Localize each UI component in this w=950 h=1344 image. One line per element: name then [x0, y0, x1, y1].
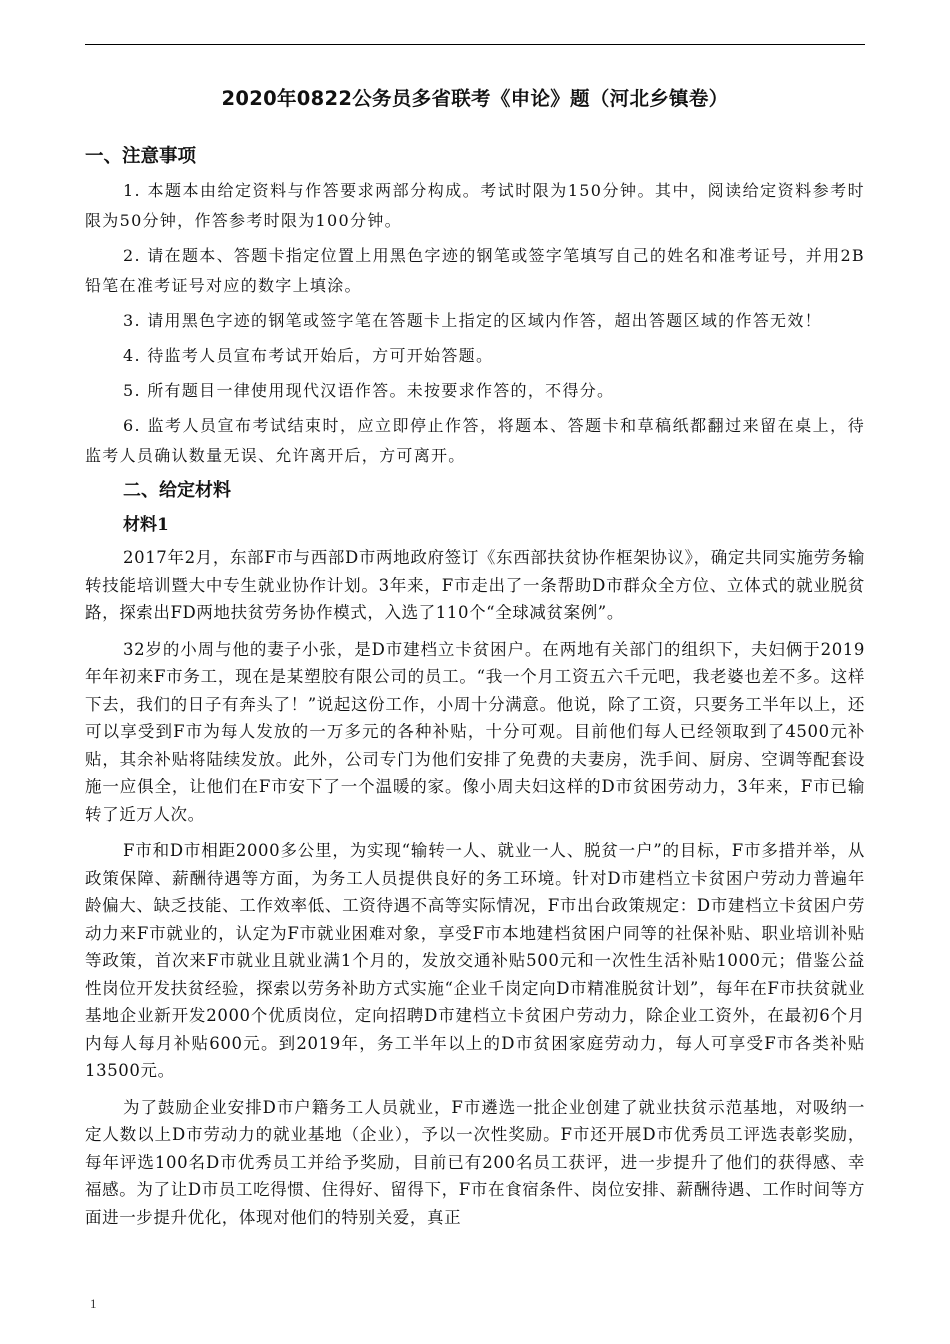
notice-item: 3. 请用黑色字迹的钢笔或签字笔在答题卡上指定的区域内作答，超出答题区域的作答无效！: [123, 311, 822, 330]
material-paragraph: 32岁的小周与他的妻子小张，是D市建档立卡贫困户。在两地有关部门的组织下，夫妇俩于2019年年初来F市务工，现在是某塑胶有限公司的员工。“我一个月工资五六千元吧，我老婆也差不多。这样下去，我们的日子有奔头了！”说起这份工作，小周十分满意。他说，除了工资，只要务工半年以上，还可以享受到F市为每人发放的一万多元的各种补贴，十分可观。目前他们每人已经领取到了4500元补贴，其余补贴将陆续发放。此外，公司专门为他们安排了免费的夫妻房，洗手间、厨房、空调等配套设施一应俱全，让他们在F市安下了一个温暖的家。像小周夫妇这样的D市贫困劳动力，3年来，F市已输转了近万人次。: [85, 639, 865, 824]
document-body: [85, 84, 865, 1240]
notice-item: 2. 请在题本、答题卡指定位置上用黑色字迹的钢笔或签字笔填写自己的姓名和准考证号，并用2B铅笔在准考证号对应的数字上填涂。: [85, 246, 865, 295]
notice-list: [85, 176, 865, 471]
material-heading: 材料1: [123, 515, 169, 535]
page-number: 1: [90, 1296, 97, 1311]
material-text: [85, 544, 865, 1231]
section-heading-notices: 一、注意事项: [85, 146, 197, 167]
material-paragraph: 为了鼓励企业安排D市户籍务工人员就业，F市遴选一批企业创建了就业扶贫示范基地，对吸纳一定人数以上D市劳动力的就业基地（企业），予以一次性奖励。F市还开展D市优秀员工评选表彰奖励，每年评选100名D市优秀员工并给予奖励，目前已有200名员工获评，进一步提升了他们的获得感、幸福感。为了让D市员工吃得惯、住得好、留得下，F市在食宿条件、岗位安排、薪酬待遇、工作时间等方面进一步提升优化，体现对他们的特别关爱，真正: [85, 1097, 865, 1227]
material-paragraph: 2017年2月，东部F市与西部D市两地政府签订《东西部扶贫协作框架协议》，确定共同实施劳务输转技能培训暨大中专生就业协作计划。3年来，F市走出了一条帮助D市群众全方位、立体式的就业脱贫路，探索出FD两地扶贫劳务协作模式，入选了110个“全球减贫案例”。: [85, 548, 865, 622]
section-heading-materials: 二、给定材料: [123, 480, 231, 501]
material-paragraph: F市和D市相距2000多公里，为实现“输转一人、就业一人、脱贫一户”的目标，F市多措并举，从政策保障、薪酬待遇等方面，为务工人员提供良好的务工环境。针对D市建档立卡贫困户劳动力普遍年龄偏大、缺乏技能、工作效率低、工资待遇不高等实际情况，F市出台政策规定：D市建档立卡贫困户劳动力来F市就业的，认定为F市就业困难对象，享受F市本地建档贫困户同等的社保补贴、职业培训补贴等政策，首次来F市就业且就业满1个月的，发放交通补贴500元和一次性生活补贴1000元；借鉴公益性岗位开发扶贫经验，探索以劳务补助方式实施“企业千岗定向D市精准脱贫计划”，每年在F市扶贫就业基地企业新开发2000个优质岗位，定向招聘D市建档立卡贫困户劳动力，除企业工资外，在最初6个月内每人每月补贴600元。到2019年，务工半年以上的D市贫困家庭劳动力，每人可享受F市各类补贴13500元。: [85, 841, 865, 1080]
notice-item: 6. 监考人员宣布考试结束时，应立即停止作答，将题本、答题卡和草稿纸都翻过来留在桌上，待监考人员确认数量无误、允许离开后，方可离开。: [85, 416, 865, 465]
document-title: 2020年0822公务员多省联考《申论》题（河北乡镇卷）: [221, 87, 729, 110]
header-rule: [85, 44, 865, 45]
notice-item: 5. 所有题目一律使用现代汉语作答。未按要求作答的，不得分。: [123, 381, 615, 400]
notice-item: 1. 本题本由给定资料与作答要求两部分构成。考试时限为150分钟。其中，阅读给定资料参考时限为50分钟，作答参考时限为100分钟。: [85, 181, 865, 230]
notice-item: 4. 待监考人员宣布考试开始后，方可开始答题。: [123, 346, 494, 365]
